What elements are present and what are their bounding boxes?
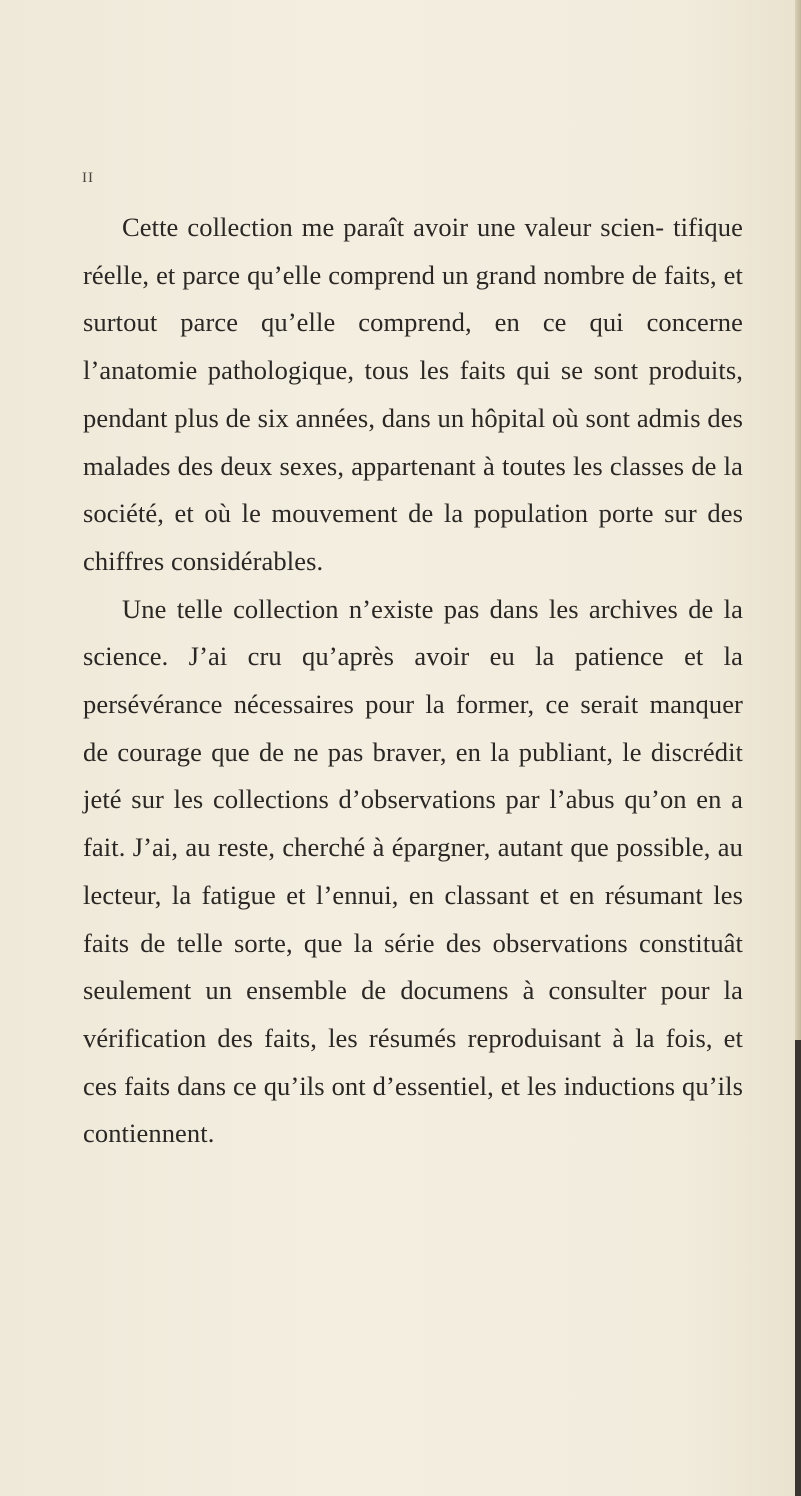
body-text	[83, 204, 743, 1158]
page-edge-shadow	[795, 1040, 801, 1496]
paragraph-2: Une telle collection n’existe pas dans les archives de la science. J’ai cru qu’après avoir eu la patience et la persévérance nécessaires pour la former, ce serait manquer de courage que de ne pas braver, en la publiant, le discrédit jeté sur les collections d’observations par l’abus qu’on en a fait. J’ai, au reste, cherché à épargner, autant que possible, au lecteur, la fatigue et l’ennui, en classant et en résumant les faits de telle sorte, que la série des observations constituât seulement un ensemble de documens à consulter pour la vérification des faits, les résumés reproduisant à la fois, et ces faits dans ce qu’ils ont d’essentiel, et les inductions qu’ils contiennent.	[83, 593, 743, 1149]
page-number: II	[82, 170, 94, 186]
paragraph-1: Cette collection me paraît avoir une valeur scien- tifique réelle, et parce qu’elle comprend un grand nombre de faits, et surtout parce qu’elle comprend, en ce qui concerne l’anatomie pathologique, tous les faits qui se sont produits, pendant plus de six années, dans un hôpital où sont admis des malades des deux sexes, appartenant à toutes les classes de la société, et où le mouvement de la population porte sur des chiffres considérables.	[83, 212, 743, 576]
